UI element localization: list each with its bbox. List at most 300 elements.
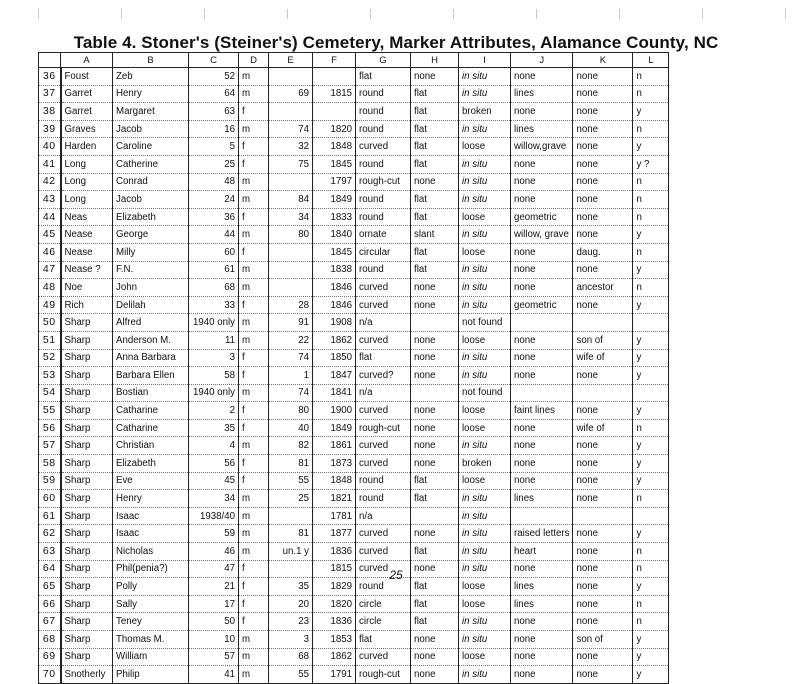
row-number[interactable]: 42 xyxy=(39,173,61,191)
cell-g[interactable]: curved xyxy=(356,648,411,666)
cell-g[interactable]: circular xyxy=(356,243,411,261)
cell-e[interactable]: 74 xyxy=(269,120,313,138)
cell-h[interactable]: flat xyxy=(411,472,459,490)
cell-g[interactable]: ornate xyxy=(356,226,411,244)
cell-d[interactable]: f xyxy=(239,349,269,367)
cell-l[interactable]: y xyxy=(633,631,669,649)
column-header-c[interactable]: C xyxy=(189,53,239,68)
cell-e[interactable]: 80 xyxy=(269,226,313,244)
cell-i[interactable]: in situ xyxy=(459,226,511,244)
cell-c[interactable]: 25 xyxy=(189,155,239,173)
cell-h[interactable]: none xyxy=(411,279,459,297)
cell-e[interactable]: 80 xyxy=(269,402,313,420)
cell-c[interactable]: 68 xyxy=(189,279,239,297)
cell-k[interactable]: none xyxy=(573,455,633,473)
cell-l[interactable]: n xyxy=(633,68,669,86)
cell-i[interactable]: in situ xyxy=(459,560,511,578)
cell-a[interactable]: Nease xyxy=(61,243,113,261)
cell-b[interactable]: John xyxy=(113,279,189,297)
cell-h[interactable]: flat xyxy=(411,490,459,508)
cell-k[interactable]: son of xyxy=(573,631,633,649)
cell-g[interactable]: round xyxy=(356,578,411,596)
row-number[interactable]: 69 xyxy=(39,648,61,666)
cell-e[interactable]: 74 xyxy=(269,349,313,367)
cell-c[interactable]: 1940 only xyxy=(189,314,239,332)
cell-i[interactable]: in situ xyxy=(459,85,511,103)
cell-j[interactable]: lines xyxy=(511,85,573,103)
cell-b[interactable]: Conrad xyxy=(113,173,189,191)
cell-l[interactable]: y xyxy=(633,437,669,455)
cell-j[interactable]: none xyxy=(511,419,573,437)
cell-f[interactable]: 1849 xyxy=(313,191,356,209)
cell-j[interactable]: lines xyxy=(511,490,573,508)
cell-e[interactable]: 3 xyxy=(269,631,313,649)
cell-a[interactable]: Garret xyxy=(61,85,113,103)
cell-j[interactable]: faint lines xyxy=(511,402,573,420)
cell-f[interactable]: 1861 xyxy=(313,437,356,455)
row-number[interactable]: 51 xyxy=(39,331,61,349)
cell-b[interactable]: Sally xyxy=(113,595,189,613)
cell-d[interactable]: m xyxy=(239,331,269,349)
cell-h[interactable]: flat xyxy=(411,595,459,613)
cell-c[interactable]: 17 xyxy=(189,595,239,613)
cell-h[interactable]: flat xyxy=(411,120,459,138)
cell-k[interactable]: none xyxy=(573,103,633,121)
cell-e[interactable]: 82 xyxy=(269,437,313,455)
cell-d[interactable]: m xyxy=(239,261,269,279)
cell-b[interactable]: Barbara Ellen xyxy=(113,367,189,385)
cell-h[interactable]: flat xyxy=(411,208,459,226)
cell-a[interactable]: Snotherly xyxy=(61,666,113,684)
cell-i[interactable]: loose xyxy=(459,419,511,437)
cell-j[interactable]: raised letters xyxy=(511,525,573,543)
cell-e[interactable]: 23 xyxy=(269,613,313,631)
cell-d[interactable]: f xyxy=(239,243,269,261)
cell-g[interactable]: round xyxy=(356,155,411,173)
cell-e[interactable]: 1 xyxy=(269,367,313,385)
cell-h[interactable]: none xyxy=(411,349,459,367)
cell-c[interactable]: 24 xyxy=(189,191,239,209)
cell-l[interactable]: n xyxy=(633,85,669,103)
cell-j[interactable] xyxy=(511,314,573,332)
cell-b[interactable]: Phil(penia?) xyxy=(113,560,189,578)
cell-c[interactable]: 64 xyxy=(189,85,239,103)
cell-d[interactable]: m xyxy=(239,68,269,86)
cell-j[interactable]: none xyxy=(511,155,573,173)
cell-f[interactable]: 1791 xyxy=(313,666,356,684)
cell-d[interactable]: m xyxy=(239,666,269,684)
row-number[interactable]: 64 xyxy=(39,560,61,578)
cell-c[interactable]: 33 xyxy=(189,296,239,314)
cell-f[interactable] xyxy=(313,103,356,121)
cell-g[interactable]: n/a xyxy=(356,384,411,402)
cell-g[interactable]: curved xyxy=(356,279,411,297)
cell-f[interactable]: 1877 xyxy=(313,525,356,543)
row-number[interactable]: 36 xyxy=(39,68,61,86)
cell-e[interactable] xyxy=(269,507,313,525)
cell-l[interactable]: y ? xyxy=(633,155,669,173)
cell-a[interactable]: Neas xyxy=(61,208,113,226)
cell-l[interactable]: y xyxy=(633,402,669,420)
cell-a[interactable]: Sharp xyxy=(61,472,113,490)
cell-b[interactable]: Henry xyxy=(113,490,189,508)
cell-f[interactable]: 1820 xyxy=(313,595,356,613)
cell-d[interactable]: f xyxy=(239,103,269,121)
cell-h[interactable]: none xyxy=(411,296,459,314)
cell-l[interactable]: n xyxy=(633,120,669,138)
cell-b[interactable]: Isaac xyxy=(113,525,189,543)
cell-e[interactable]: 81 xyxy=(269,525,313,543)
cell-g[interactable]: round xyxy=(356,490,411,508)
cell-c[interactable]: 1938/40 xyxy=(189,507,239,525)
cell-b[interactable]: Delilah xyxy=(113,296,189,314)
cell-g[interactable]: round xyxy=(356,472,411,490)
cell-c[interactable]: 63 xyxy=(189,103,239,121)
cell-i[interactable]: in situ xyxy=(459,191,511,209)
row-number[interactable]: 44 xyxy=(39,208,61,226)
cell-a[interactable]: Sharp xyxy=(61,331,113,349)
cell-i[interactable]: in situ xyxy=(459,173,511,191)
cell-a[interactable]: Sharp xyxy=(61,402,113,420)
cell-d[interactable]: m xyxy=(239,437,269,455)
cell-h[interactable]: none xyxy=(411,68,459,86)
cell-f[interactable]: 1815 xyxy=(313,85,356,103)
cell-e[interactable]: 81 xyxy=(269,455,313,473)
cell-f[interactable]: 1873 xyxy=(313,455,356,473)
cell-i[interactable]: in situ xyxy=(459,613,511,631)
cell-h[interactable]: none xyxy=(411,402,459,420)
cell-i[interactable]: loose xyxy=(459,331,511,349)
cell-b[interactable]: Jacob xyxy=(113,191,189,209)
cell-b[interactable]: Thomas M. xyxy=(113,631,189,649)
cell-d[interactable]: m xyxy=(239,507,269,525)
cell-k[interactable]: none xyxy=(573,120,633,138)
column-header-b[interactable]: B xyxy=(113,53,189,68)
cell-c[interactable]: 47 xyxy=(189,560,239,578)
cell-g[interactable]: round xyxy=(356,103,411,121)
cell-f[interactable]: 1815 xyxy=(313,560,356,578)
cell-h[interactable]: none xyxy=(411,560,459,578)
cell-i[interactable]: in situ xyxy=(459,490,511,508)
cell-b[interactable]: Caroline xyxy=(113,138,189,156)
cell-d[interactable]: f xyxy=(239,578,269,596)
cell-d[interactable]: m xyxy=(239,525,269,543)
cell-k[interactable]: son of xyxy=(573,331,633,349)
cell-e[interactable]: 28 xyxy=(269,296,313,314)
cell-b[interactable]: F.N. xyxy=(113,261,189,279)
cell-l[interactable]: y xyxy=(633,648,669,666)
cell-a[interactable]: Long xyxy=(61,191,113,209)
cell-g[interactable]: rough-cut xyxy=(356,419,411,437)
row-number[interactable]: 45 xyxy=(39,226,61,244)
row-number[interactable]: 46 xyxy=(39,243,61,261)
cell-h[interactable]: none xyxy=(411,367,459,385)
cell-b[interactable]: George xyxy=(113,226,189,244)
cell-f[interactable]: 1781 xyxy=(313,507,356,525)
cell-g[interactable]: curved? xyxy=(356,367,411,385)
cell-l[interactable] xyxy=(633,507,669,525)
cell-i[interactable]: loose xyxy=(459,138,511,156)
cell-g[interactable]: circle xyxy=(356,613,411,631)
cell-g[interactable]: curved xyxy=(356,543,411,561)
cell-h[interactable]: slant xyxy=(411,226,459,244)
cell-f[interactable]: 1836 xyxy=(313,543,356,561)
cell-i[interactable]: in situ xyxy=(459,525,511,543)
cell-k[interactable]: daug. xyxy=(573,243,633,261)
cell-k[interactable]: none xyxy=(573,578,633,596)
cell-j[interactable]: none xyxy=(511,243,573,261)
cell-a[interactable]: Rich xyxy=(61,296,113,314)
cell-d[interactable]: m xyxy=(239,384,269,402)
cell-j[interactable]: none xyxy=(511,613,573,631)
row-number[interactable]: 37 xyxy=(39,85,61,103)
cell-d[interactable]: f xyxy=(239,560,269,578)
cell-c[interactable]: 36 xyxy=(189,208,239,226)
cell-b[interactable]: Nicholas xyxy=(113,543,189,561)
cell-i[interactable]: in situ xyxy=(459,543,511,561)
cell-h[interactable]: none xyxy=(411,666,459,684)
row-number[interactable]: 65 xyxy=(39,578,61,596)
cell-a[interactable]: Sharp xyxy=(61,490,113,508)
cell-b[interactable]: Margaret xyxy=(113,103,189,121)
cell-a[interactable]: Sharp xyxy=(61,507,113,525)
cell-a[interactable]: Sharp xyxy=(61,455,113,473)
cell-l[interactable]: y xyxy=(633,331,669,349)
cell-a[interactable]: Sharp xyxy=(61,349,113,367)
cell-b[interactable]: Teney xyxy=(113,613,189,631)
cell-j[interactable]: none xyxy=(511,367,573,385)
column-header-k[interactable]: K xyxy=(573,53,633,68)
cell-c[interactable]: 45 xyxy=(189,472,239,490)
cell-h[interactable]: none xyxy=(411,437,459,455)
cell-c[interactable]: 10 xyxy=(189,631,239,649)
cell-k[interactable]: none xyxy=(573,666,633,684)
row-number[interactable]: 43 xyxy=(39,191,61,209)
cell-k[interactable]: ancestor xyxy=(573,279,633,297)
cell-e[interactable]: 34 xyxy=(269,208,313,226)
cell-c[interactable]: 50 xyxy=(189,613,239,631)
column-header-h[interactable]: H xyxy=(411,53,459,68)
cell-g[interactable]: rough-cut xyxy=(356,666,411,684)
row-number[interactable]: 54 xyxy=(39,384,61,402)
cell-i[interactable]: loose xyxy=(459,208,511,226)
cell-l[interactable]: y xyxy=(633,578,669,596)
cell-j[interactable]: willow,grave xyxy=(511,138,573,156)
cell-c[interactable]: 56 xyxy=(189,455,239,473)
cell-b[interactable]: Henry xyxy=(113,85,189,103)
cell-i[interactable]: in situ xyxy=(459,349,511,367)
cell-a[interactable]: Noe xyxy=(61,279,113,297)
cell-f[interactable]: 1829 xyxy=(313,578,356,596)
cell-f[interactable]: 1845 xyxy=(313,243,356,261)
cell-d[interactable]: m xyxy=(239,279,269,297)
cell-e[interactable]: 55 xyxy=(269,472,313,490)
cell-g[interactable]: round xyxy=(356,120,411,138)
cell-f[interactable]: 1900 xyxy=(313,402,356,420)
cell-h[interactable]: flat xyxy=(411,103,459,121)
cell-j[interactable]: none xyxy=(511,68,573,86)
row-number[interactable]: 53 xyxy=(39,367,61,385)
cell-h[interactable]: flat xyxy=(411,243,459,261)
cell-l[interactable] xyxy=(633,314,669,332)
cell-d[interactable]: f xyxy=(239,472,269,490)
cell-d[interactable]: f xyxy=(239,595,269,613)
cell-e[interactable]: 25 xyxy=(269,490,313,508)
cell-k[interactable]: none xyxy=(573,68,633,86)
cell-l[interactable]: n xyxy=(633,595,669,613)
cell-e[interactable]: 55 xyxy=(269,666,313,684)
cell-i[interactable]: loose xyxy=(459,472,511,490)
column-header-d[interactable]: D xyxy=(239,53,269,68)
cell-i[interactable]: in situ xyxy=(459,296,511,314)
cell-l[interactable]: y xyxy=(633,349,669,367)
cell-c[interactable]: 34 xyxy=(189,490,239,508)
cell-e[interactable]: 22 xyxy=(269,331,313,349)
cell-a[interactable]: Sharp xyxy=(61,560,113,578)
row-number[interactable]: 38 xyxy=(39,103,61,121)
cell-f[interactable]: 1853 xyxy=(313,631,356,649)
cell-h[interactable]: flat xyxy=(411,613,459,631)
cell-g[interactable]: curved xyxy=(356,402,411,420)
cell-k[interactable]: none xyxy=(573,191,633,209)
cell-g[interactable]: flat xyxy=(356,349,411,367)
cell-j[interactable] xyxy=(511,507,573,525)
cell-k[interactable]: wife of xyxy=(573,349,633,367)
cell-k[interactable]: none xyxy=(573,490,633,508)
cell-e[interactable]: 35 xyxy=(269,578,313,596)
cell-i[interactable]: loose xyxy=(459,402,511,420)
cell-b[interactable]: Anna Barbara xyxy=(113,349,189,367)
cell-d[interactable]: f xyxy=(239,613,269,631)
row-number[interactable]: 57 xyxy=(39,437,61,455)
cell-f[interactable]: 1849 xyxy=(313,419,356,437)
cell-d[interactable]: m xyxy=(239,648,269,666)
cell-a[interactable]: Sharp xyxy=(61,543,113,561)
cell-f[interactable]: 1846 xyxy=(313,279,356,297)
cell-i[interactable]: in situ xyxy=(459,155,511,173)
row-number[interactable]: 61 xyxy=(39,507,61,525)
row-number[interactable]: 67 xyxy=(39,613,61,631)
cell-k[interactable]: none xyxy=(573,472,633,490)
cell-l[interactable]: y xyxy=(633,666,669,684)
cell-b[interactable]: Philip xyxy=(113,666,189,684)
cell-j[interactable]: heart xyxy=(511,543,573,561)
cell-e[interactable]: 32 xyxy=(269,138,313,156)
cell-a[interactable]: Sharp xyxy=(61,525,113,543)
cell-h[interactable] xyxy=(411,314,459,332)
cell-l[interactable]: n xyxy=(633,613,669,631)
cell-k[interactable]: none xyxy=(573,402,633,420)
cell-a[interactable]: Foust xyxy=(61,68,113,86)
cell-c[interactable]: 41 xyxy=(189,666,239,684)
cell-k[interactable]: none xyxy=(573,543,633,561)
cell-d[interactable]: f xyxy=(239,296,269,314)
cell-f[interactable]: 1848 xyxy=(313,138,356,156)
cell-f[interactable]: 1845 xyxy=(313,155,356,173)
cell-a[interactable]: Sharp xyxy=(61,314,113,332)
cell-d[interactable]: f xyxy=(239,402,269,420)
cell-l[interactable]: n xyxy=(633,490,669,508)
cell-e[interactable]: 84 xyxy=(269,191,313,209)
cell-h[interactable]: flat xyxy=(411,191,459,209)
row-number[interactable]: 55 xyxy=(39,402,61,420)
cell-d[interactable]: m xyxy=(239,191,269,209)
cell-i[interactable]: not found xyxy=(459,314,511,332)
cell-f[interactable] xyxy=(313,68,356,86)
cell-h[interactable]: none xyxy=(411,455,459,473)
cell-f[interactable]: 1846 xyxy=(313,296,356,314)
cell-f[interactable]: 1836 xyxy=(313,613,356,631)
cell-a[interactable]: Sharp xyxy=(61,384,113,402)
cell-j[interactable]: none xyxy=(511,666,573,684)
cell-c[interactable]: 59 xyxy=(189,525,239,543)
row-number[interactable]: 68 xyxy=(39,631,61,649)
cell-e[interactable] xyxy=(269,68,313,86)
cell-a[interactable]: Sharp xyxy=(61,613,113,631)
cell-a[interactable]: Long xyxy=(61,173,113,191)
cell-f[interactable]: 1848 xyxy=(313,472,356,490)
cell-f[interactable]: 1797 xyxy=(313,173,356,191)
cell-f[interactable]: 1862 xyxy=(313,331,356,349)
row-number[interactable]: 58 xyxy=(39,455,61,473)
cell-k[interactable]: none xyxy=(573,173,633,191)
cell-a[interactable]: Sharp xyxy=(61,648,113,666)
column-header-e[interactable]: E xyxy=(269,53,313,68)
cell-a[interactable]: Sharp xyxy=(61,631,113,649)
cell-i[interactable]: broken xyxy=(459,103,511,121)
cell-c[interactable]: 48 xyxy=(189,173,239,191)
cell-b[interactable]: Anderson M. xyxy=(113,331,189,349)
cell-h[interactable]: flat xyxy=(411,155,459,173)
cell-g[interactable]: flat xyxy=(356,631,411,649)
cell-a[interactable]: Sharp xyxy=(61,367,113,385)
cell-i[interactable]: broken xyxy=(459,455,511,473)
cell-k[interactable]: none xyxy=(573,560,633,578)
cell-g[interactable]: rough-cut xyxy=(356,173,411,191)
cell-h[interactable]: none xyxy=(411,648,459,666)
cell-i[interactable]: in situ xyxy=(459,367,511,385)
cell-c[interactable]: 44 xyxy=(189,226,239,244)
cell-h[interactable]: flat xyxy=(411,543,459,561)
cell-f[interactable]: 1862 xyxy=(313,648,356,666)
cell-d[interactable]: m xyxy=(239,631,269,649)
cell-i[interactable]: in situ xyxy=(459,437,511,455)
cell-c[interactable]: 52 xyxy=(189,68,239,86)
cell-b[interactable]: Isaac xyxy=(113,507,189,525)
cell-e[interactable] xyxy=(269,173,313,191)
cell-l[interactable]: y xyxy=(633,226,669,244)
cell-a[interactable]: Sharp xyxy=(61,437,113,455)
cell-g[interactable]: curved xyxy=(356,138,411,156)
cell-a[interactable]: Harden xyxy=(61,138,113,156)
cell-f[interactable]: 1833 xyxy=(313,208,356,226)
cell-c[interactable]: 11 xyxy=(189,331,239,349)
cell-b[interactable]: Jacob xyxy=(113,120,189,138)
cell-h[interactable]: none xyxy=(411,331,459,349)
cell-g[interactable]: curved xyxy=(356,525,411,543)
cell-g[interactable]: curved xyxy=(356,296,411,314)
cell-e[interactable] xyxy=(269,103,313,121)
cell-j[interactable]: none xyxy=(511,279,573,297)
cell-k[interactable]: none xyxy=(573,437,633,455)
cell-g[interactable]: round xyxy=(356,261,411,279)
cell-g[interactable]: n/a xyxy=(356,507,411,525)
cell-e[interactable]: 69 xyxy=(269,85,313,103)
cell-b[interactable]: Bostian xyxy=(113,384,189,402)
cell-h[interactable]: flat xyxy=(411,85,459,103)
cell-g[interactable]: n/a xyxy=(356,314,411,332)
row-number[interactable]: 56 xyxy=(39,419,61,437)
